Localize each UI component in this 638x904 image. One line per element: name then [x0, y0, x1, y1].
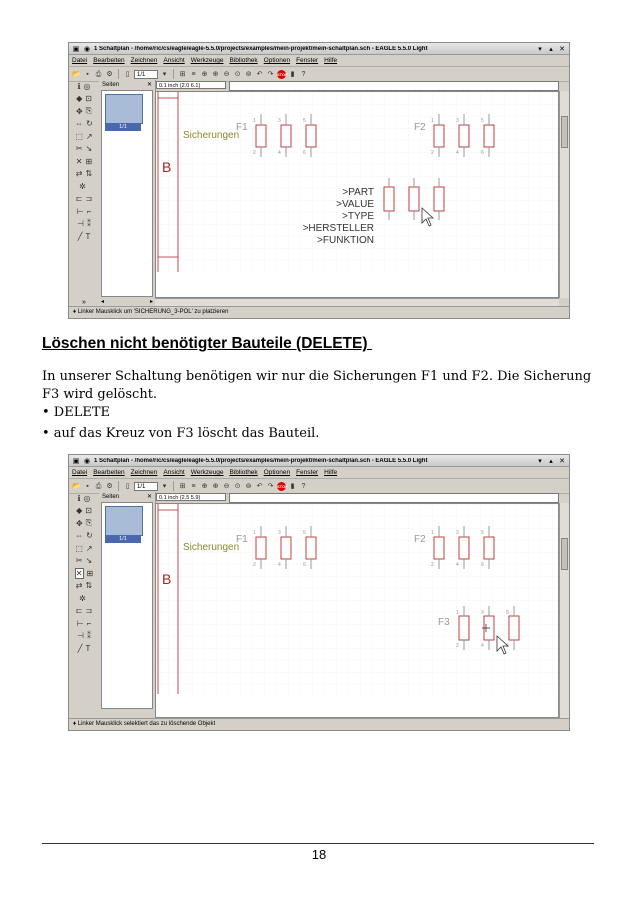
menu-bar [69, 55, 569, 67]
pin-label: 3 [456, 118, 459, 124]
cam-icon[interactable]: ⚙ [106, 70, 113, 78]
board-icon[interactable]: ⊞ [179, 70, 186, 78]
layer-icon[interactable]: ◆ [76, 94, 83, 104]
section-heading: Löschen nicht benötigter Bauteile (DELETE) [42, 335, 372, 352]
pin-label: 1 [456, 610, 459, 616]
footer-rule [42, 843, 594, 844]
add-icon[interactable]: ⊞ [85, 156, 93, 166]
stop-icon[interactable]: STOP [277, 483, 288, 489]
menu-bibliothek[interactable]: Bibliothek [229, 469, 258, 476]
attr-hersteller: >HERSTELLER [302, 223, 374, 234]
zoom-out-icon[interactable]: ⊖ [223, 482, 230, 490]
schematic-canvas[interactable] [155, 503, 559, 718]
close-panel-icon[interactable]: ✕ [146, 82, 152, 88]
pin-label: 1 [431, 118, 434, 124]
help-icon[interactable]: ? [301, 482, 306, 490]
zoom-select-icon[interactable]: ⊚ [245, 70, 252, 78]
menu-bar [69, 467, 569, 479]
screenshot-eagle-delete [68, 454, 570, 731]
menu-hilfe[interactable]: Hilfe [324, 469, 338, 476]
attr-type: >TYPE [342, 211, 374, 222]
scroll-left-icon[interactable]: ◂ [101, 299, 105, 305]
menu-bibliothek[interactable]: Bibliothek [229, 57, 258, 64]
mark-icon[interactable]: ⊡ [85, 94, 92, 104]
value-icon[interactable]: ⊐ [85, 194, 93, 204]
paragraph-line: F3 wird gelöscht. [42, 387, 158, 402]
attr-funktion: >FUNKTION [317, 235, 374, 246]
menu-hilfe[interactable]: Hilfe [324, 57, 338, 64]
text-icon[interactable]: T [85, 643, 91, 653]
pin-label: 3 [456, 530, 459, 536]
menu-optionen[interactable]: Optionen [263, 57, 291, 64]
sheet-icon[interactable]: ▯ [125, 70, 130, 78]
pin-label: 3 [278, 530, 281, 536]
menu-datei[interactable]: Datei [72, 57, 88, 64]
pin-label: 4 [481, 643, 484, 649]
zoom-out-icon[interactable]: ⊖ [223, 70, 230, 78]
sheet-select[interactable]: 1/1 [134, 70, 158, 79]
replace-icon[interactable]: ✲ [79, 593, 86, 603]
zoom-redraw-icon[interactable]: ⊙ [234, 482, 241, 490]
vertical-scrollbar[interactable] [559, 91, 569, 298]
redo-icon[interactable]: ↷ [267, 482, 274, 490]
command-palette [69, 492, 100, 719]
pin-label: 6 [481, 562, 484, 568]
cut-icon[interactable]: ✂ [75, 144, 83, 154]
status-bar: ♦ Linker Mausklick selektiert das zu löschende Objekt [69, 718, 569, 730]
page-number: 18 [311, 847, 327, 862]
change-icon[interactable]: ↗ [85, 131, 93, 141]
pin-label: 1 [431, 530, 434, 536]
add-icon[interactable]: ⊞ [86, 568, 94, 578]
window-menu-icon[interactable]: ▣ [72, 457, 80, 465]
go-icon[interactable]: ▮ [290, 482, 295, 490]
command-line[interactable] [229, 81, 559, 91]
paste-icon[interactable]: ↘ [85, 144, 93, 154]
pages-panel [99, 492, 156, 719]
menu-bearbeiten[interactable]: Bearbeiten [93, 57, 125, 64]
pin-label: 4 [278, 562, 281, 568]
coordinate-display: 0.1 inch (2.5 5.9) [156, 493, 226, 501]
pin-label: 1 [253, 530, 256, 536]
redo-icon[interactable]: ↷ [267, 70, 274, 78]
pin-label: 3 [481, 610, 484, 616]
zoom-fit-icon[interactable]: ⊕ [201, 482, 208, 490]
invoke-icon[interactable]: ⁑ [86, 631, 91, 641]
delete-icon[interactable]: ✕ [75, 156, 83, 166]
menu-werkzeuge[interactable]: Werkzeuge [190, 469, 224, 476]
pages-label: Seiten [102, 81, 120, 88]
undo-icon[interactable]: ↶ [256, 70, 263, 78]
scroll-right-icon[interactable]: ▸ [149, 299, 153, 305]
pinswap-icon[interactable]: ⇄ [75, 169, 83, 179]
title-bar [69, 455, 569, 467]
layer-icon[interactable]: ◆ [76, 506, 83, 516]
gateswap-icon[interactable]: ⇅ [85, 169, 93, 179]
pin-label: 5 [481, 530, 484, 536]
toolbar-separator [173, 69, 174, 79]
pin-label: 2 [431, 562, 434, 568]
eye-icon[interactable]: ◎ [83, 81, 91, 91]
group-icon[interactable]: ⬚ [75, 543, 83, 553]
toolbar-separator [173, 481, 174, 491]
script-icon[interactable]: ≡ [191, 482, 196, 490]
coordinate-display: 0.1 inch (2.0 6.1) [156, 81, 226, 89]
pin-label: 6 [481, 150, 484, 156]
bullet-item: • auf das Kreuz von F3 löscht das Bauteil. [42, 426, 320, 441]
go-icon[interactable]: ▮ [290, 70, 295, 78]
close-icon[interactable]: ✕ [559, 457, 565, 465]
board-icon[interactable]: ⊞ [179, 482, 186, 490]
bullet-item: • DELETE [42, 405, 110, 420]
save-icon[interactable]: ▪ [86, 70, 89, 78]
menu-zeichnen[interactable]: Zeichnen [130, 469, 158, 476]
move-icon[interactable]: ✥ [75, 106, 83, 116]
page-thumb-label: 1/1 [105, 123, 141, 131]
cam-icon[interactable]: ⚙ [106, 482, 113, 490]
screenshot-eagle-place [68, 42, 570, 319]
eye-icon[interactable]: ◎ [83, 493, 91, 503]
value-icon[interactable]: ⊐ [85, 606, 93, 616]
pin-label: 2 [431, 150, 434, 156]
menu-fenster[interactable]: Fenster [296, 469, 319, 476]
info-icon[interactable]: ℹ [77, 493, 81, 503]
pin-label: 5 [481, 118, 484, 124]
window-title: 1 Schaltplan - /home/ric/cs/eagle/eagle-5.5.0/projects/examples/mein-projekt/mein-schaltplan.sch - EAGLE 5.5.0 Light [94, 45, 428, 52]
print-icon[interactable]: ⎙ [95, 482, 102, 490]
open-icon[interactable]: 📂 [72, 482, 81, 490]
menu-fenster[interactable]: Fenster [296, 57, 319, 64]
title-bar [69, 43, 569, 55]
pin-label: 2 [253, 150, 256, 156]
sheet-icon[interactable]: ▯ [125, 482, 130, 490]
wire-icon[interactable]: ╱ [77, 231, 83, 241]
invoke-icon[interactable]: ⁑ [86, 219, 91, 229]
label-sicherungen: Sicherungen [183, 542, 240, 553]
pin-icon[interactable]: ◉ [83, 457, 91, 465]
pages-panel [99, 80, 156, 307]
text-icon[interactable]: T [85, 231, 91, 241]
pin-label: 5 [506, 610, 509, 616]
zoom-select-icon[interactable]: ⊚ [245, 482, 252, 490]
pin-label: 4 [456, 150, 459, 156]
print-icon[interactable]: ⎙ [95, 70, 102, 78]
pages-label: Seiten [102, 493, 120, 500]
cut-icon[interactable]: ✂ [75, 556, 83, 566]
mark-icon[interactable]: ⊡ [85, 506, 92, 516]
save-icon[interactable]: ▪ [86, 482, 89, 490]
menu-ansicht[interactable]: Ansicht [163, 469, 185, 476]
smash-icon[interactable]: ⊢ [76, 206, 84, 216]
menu-optionen[interactable]: Optionen [263, 469, 291, 476]
change-icon[interactable]: ↗ [85, 543, 93, 553]
name-icon[interactable]: ⊏ [75, 194, 83, 204]
pin-label: 2 [253, 562, 256, 568]
name-icon[interactable]: ⊏ [75, 606, 83, 616]
replace-icon[interactable]: ✲ [79, 181, 86, 191]
command-line[interactable] [229, 493, 559, 503]
page-thumbnail[interactable] [105, 94, 143, 124]
pin-icon[interactable]: ◉ [83, 45, 91, 53]
pin-label: 3 [278, 118, 281, 124]
zoom-fit-icon[interactable]: ⊕ [201, 70, 208, 78]
pin-label: 6 [303, 562, 306, 568]
toolbar-separator [118, 481, 119, 491]
toolbar-separator [118, 69, 119, 79]
zoom-redraw-icon[interactable]: ⊙ [234, 70, 241, 78]
schematic-drawing [156, 92, 559, 272]
zoom-in-icon[interactable]: ⊕ [212, 70, 219, 78]
sheet-select[interactable]: 1/1 [134, 482, 158, 491]
more-icon[interactable]: » [82, 299, 86, 306]
miter-icon[interactable]: ⌐ [86, 618, 92, 628]
label-sicherungen: Sicherungen [183, 130, 240, 141]
rotate-icon[interactable]: ↻ [86, 119, 93, 129]
info-icon[interactable]: ℹ [77, 81, 81, 91]
copy-icon[interactable]: ⎘ [85, 518, 93, 528]
pin-label: 1 [253, 118, 256, 124]
gateswap-icon[interactable]: ⇅ [85, 581, 93, 591]
label-f2: F2 [414, 122, 426, 133]
page-thumbnail[interactable] [105, 506, 143, 536]
attr-part: >PART [342, 187, 374, 198]
dropdown-icon[interactable]: ▾ [162, 482, 167, 490]
maximize-icon[interactable]: ▴ [549, 45, 553, 53]
menu-datei[interactable]: Datei [72, 469, 88, 476]
vertical-scrollbar[interactable] [559, 503, 569, 718]
split-icon[interactable]: ⊣ [77, 631, 84, 641]
minimize-icon[interactable]: ▾ [538, 45, 542, 53]
attr-value: >VALUE [336, 199, 374, 210]
maximize-icon[interactable]: ▴ [549, 457, 553, 465]
pin-label: 5 [303, 530, 306, 536]
open-icon[interactable]: 📂 [72, 70, 81, 78]
pin-label: 4 [456, 562, 459, 568]
menu-bearbeiten[interactable]: Bearbeiten [93, 469, 125, 476]
pin-label: 2 [456, 643, 459, 649]
mirror-icon[interactable]: ⇔ [75, 531, 84, 541]
rotate-icon[interactable]: ↻ [86, 531, 93, 541]
move-icon[interactable]: ✥ [75, 518, 83, 528]
label-f2: F2 [414, 534, 426, 545]
minimize-icon[interactable]: ▾ [538, 457, 542, 465]
pin-label: 4 [278, 150, 281, 156]
page-thumb-label: 1/1 [105, 535, 141, 543]
group-icon[interactable]: ⬚ [75, 131, 83, 141]
mirror-icon[interactable]: ⇔ [75, 119, 84, 129]
pin-label: 6 [303, 150, 306, 156]
pinswap-icon[interactable]: ⇄ [75, 581, 83, 591]
command-palette [69, 80, 100, 307]
close-icon[interactable]: ✕ [559, 45, 565, 53]
paragraph-line: In unserer Schaltung benötigen wir nur die Sicherungen F1 und F2. Die Sicherung [42, 369, 592, 384]
pin-label: 5 [303, 118, 306, 124]
window-menu-icon[interactable]: ▣ [72, 45, 80, 53]
schematic-drawing [156, 504, 559, 694]
label-f1: F1 [236, 534, 248, 545]
frame-letter: B [162, 571, 172, 587]
status-text: Linker Mausklick um 'SICHERUNG_3-POL' zu platzieren [77, 309, 229, 315]
miter-icon[interactable]: ⌐ [86, 206, 92, 216]
menu-werkzeuge[interactable]: Werkzeuge [190, 57, 224, 64]
dropdown-icon[interactable]: ▾ [162, 70, 167, 78]
label-f1: F1 [236, 122, 248, 133]
status-text: Linker Mausklick selektiert das zu löschende Objekt [77, 721, 216, 727]
label-f3: F3 [438, 617, 450, 628]
frame-letter: B [162, 159, 172, 175]
help-icon[interactable]: ? [301, 70, 306, 78]
menu-zeichnen[interactable]: Zeichnen [130, 57, 158, 64]
undo-icon[interactable]: ↶ [256, 482, 263, 490]
smash-icon[interactable]: ⊢ [76, 618, 84, 628]
copy-icon[interactable]: ⎘ [85, 106, 93, 116]
status-bar: ♦ Linker Mausklick um 'SICHERUNG_3-POL' zu platzieren [69, 306, 569, 318]
window-title: 1 Schaltplan - /home/ric/cs/eagle/eagle-5.5.0/projects/examples/mein-projekt/mein-schaltplan.sch - EAGLE 5.5.0 Light [94, 457, 428, 464]
zoom-in-icon[interactable]: ⊕ [212, 482, 219, 490]
wire-icon[interactable]: ╱ [77, 643, 83, 653]
stop-icon[interactable]: STOP [277, 71, 288, 77]
delete-icon[interactable]: ✕ [75, 568, 83, 578]
paste-icon[interactable]: ↘ [85, 556, 93, 566]
split-icon[interactable]: ⊣ [77, 219, 84, 229]
menu-ansicht[interactable]: Ansicht [163, 57, 185, 64]
script-icon[interactable]: ≡ [191, 70, 196, 78]
close-panel-icon[interactable]: ✕ [146, 494, 152, 500]
schematic-canvas[interactable] [155, 91, 559, 298]
